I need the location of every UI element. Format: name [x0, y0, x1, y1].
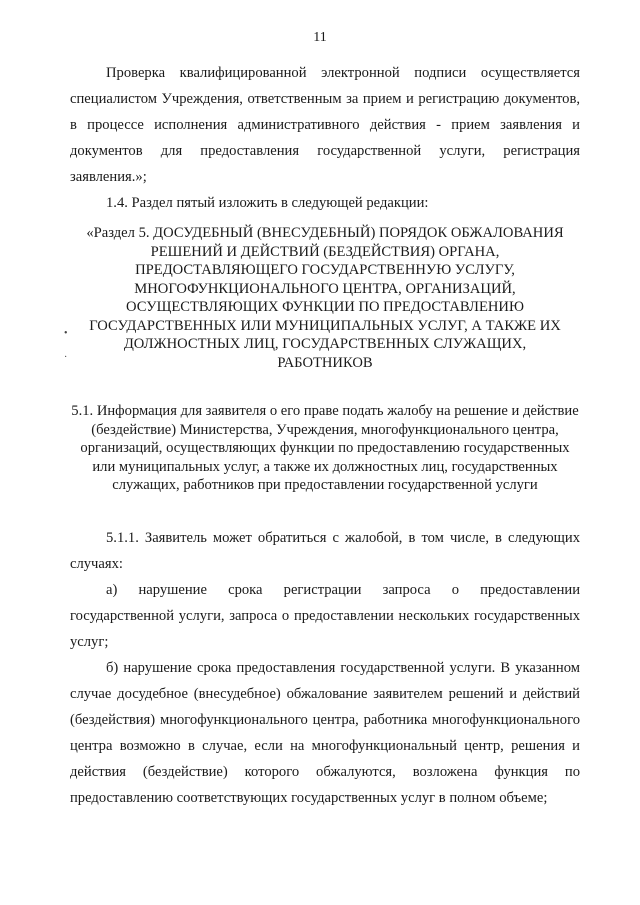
section-title: «Раздел 5. ДОСУДЕБНЫЙ (ВНЕСУДЕБНЫЙ) ПОРЯДОК ОБЖАЛОВАНИЯ РЕШЕНИЙ И ДЕЙСТВИЙ (БЕЗДЕЙСТВИЯ) ОРГАНА, ПРЕДОСТАВЛЯЮЩЕГО ГОСУДАРСТВЕННУЮ УСЛУГУ, МНОГОФУНКЦИОНАЛЬНОГО ЦЕНТРА, ОРГАНИЗАЦИЙ, ОСУЩЕСТВЛЯЮЩИХ ФУНКЦИИ ПО ПРЕДОСТАВЛЕНИЮ ГОСУДАРСТВЕННЫХ ИЛИ МУНИЦИПАЛЬНЫХ УСЛУГ, А ТАКЖЕ ИХ ДОЛЖНОСТНЫХ ЛИЦ, ГОСУДАРСТВЕННЫХ СЛУЖАЩИХ, РАБОТНИКОВ: [86, 225, 564, 371]
scan-mark: ·: [64, 352, 68, 363]
case-b: б) нарушение срока предоставления государственной услуги. В указанном случае досудебное (внесудебное) обжалование заявителем решений и действий (бездействия) многофункционального центра, работника многофункционального центра возможно в случае, если на многофункциональный центр, решения и действия (бездействие) которого обжалуются, возложена функция по предоставлению соответствующих государственных услуг в полном объеме;: [70, 659, 580, 806]
page-number: 11: [313, 30, 327, 45]
spacer: [70, 495, 580, 525]
subsection-5-1-heading: 5.1. Информация для заявителя о его праве подать жалобу на решение и действие (бездействие) Министерства, Учреждения, многофункционального центра, организаций, осуществляющих функции по предоставлению государственных или муниципальных услуг, а также их должностных лиц, государственных служащих, работников при предоставлении государственной услуги: [71, 403, 579, 493]
intro-paragraph: Проверка квалифицированной электронной подписи осуществляется специалистом Учреждения, ответственным за прием и регистрацию документов, в процессе исполнения административного действия - прием заявления и документов для предоставления государственной услуги, регистрация заявления.»;: [70, 65, 580, 185]
case-a: а) нарушение срока регистрации запроса о предоставлении государственной услуги, запроса о предоставлении нескольких государственных услуг;: [70, 581, 580, 650]
item-1-4: 1.4. Раздел пятый изложить в следующей редакции:: [106, 195, 429, 211]
scan-mark: •: [64, 328, 68, 339]
document-body: [70, 60, 580, 811]
item-5-1-1: 5.1.1. Заявитель может обратиться с жалобой, в том числе, в следующих случаях:: [70, 529, 580, 572]
